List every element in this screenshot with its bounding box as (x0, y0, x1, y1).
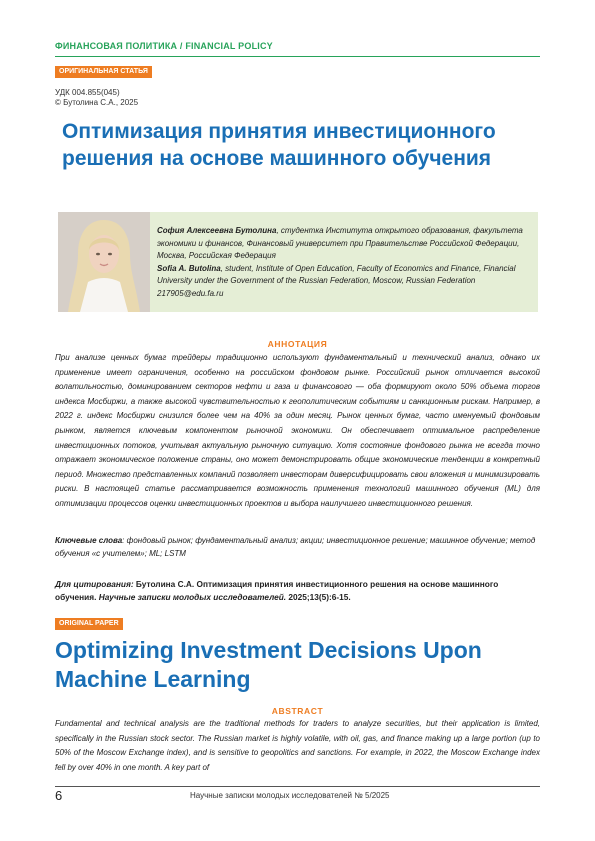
title-en-line-2: Machine Learning (55, 666, 251, 692)
page-title-ru (62, 118, 532, 172)
page-title-en (55, 636, 540, 694)
citation-ref: 2025;13(5):6-15. (286, 592, 351, 602)
author-affiliation-en: , student, Institute of Open Education, Faculty of Economics and Finance, Financial University under the Government of the Russian Federation, Moscow, Russian Federation (157, 263, 516, 286)
article-type-badge-ru: ОРИГИНАЛЬНАЯ СТАТЬЯ (55, 66, 152, 78)
article-type-badge-en: ORIGINAL PAPER (55, 618, 123, 630)
citation (55, 578, 540, 604)
author-name-ru: София Алексеевна Бутолина (157, 226, 277, 235)
annotation-heading: АННОТАЦИЯ (267, 339, 328, 349)
title-ru-line-1: Оптимизация принятия инвестиционного (62, 120, 496, 143)
journal-name: Научные записки молодых исследователей № 5/2025 (190, 791, 390, 800)
citation-text: Бутолина С.А. Оптимизация принятия инвестиционного решения на основе машинного обучения. (55, 579, 499, 602)
citation-journal: Научные записки молодых исследователей. (98, 592, 287, 602)
annotation-text: При анализе ценных бумаг трейдеры традиционно используют фундаментальный и технический анализ, однако их применение имеет ограничения, особенно на российском фондовом рынке. Российский рынок отличается высокой волатильностью, доминированием секторов нефти и газа и финансового — оба формируют около 50% объема торгов индекса Мосбиржи, а также высокой чувствительностью к геополитическим событиям и санкционным рискам. Например, в 2022 г. индекс Мосбиржи снизился более чем на 40% за один месяц. Рынок ценных бумаг, часто именуемый фондовым рынком, является ключевым компонентом рыночной экономики. Он обеспечивает оптимальное распределение инвестиционных потоков, учитывая актуальную рыночную ситуацию. Хотя состояние фондового рынка не всегда точно отражает экономическое положение страны, оно может демонстрировать общие экономические тенденции в конкретный период. Множество представленных компаний позволяет инвесторам диверсифицировать свои вложения и минимизировать риски. В настоящей статье рассматривается возможность применения технологий машинного обучения (ML) для оптимизации процессов оценки инвестиционных проектов и выбора наилучшего инвестиционного решения. (55, 353, 540, 508)
copyright: © Бутолина С.А., 2025 (55, 98, 139, 107)
author-ru (157, 225, 533, 263)
author-photo (58, 212, 150, 312)
author-affiliation-ru: , студентка Института открытого образования, факультета экономики и финансов, Финансовый университет при Правительстве Российской Федерации, Москва, Российская Федерация (157, 226, 523, 261)
keywords (55, 535, 540, 560)
title-ru-line-2: решения на основе машинного обучения (62, 147, 492, 170)
citation-label: Для цитирования: (55, 579, 134, 589)
keywords-list: : фондовый рынок; фундаментальный анализ; акции; инвестиционное решение; машинное обучение; метод обучения «с учителем»; ML; LSTM (55, 536, 536, 558)
author-details (157, 225, 533, 301)
header-divider (55, 56, 540, 57)
abstract-heading: ABSTRACT (271, 706, 324, 716)
author-en (157, 263, 533, 288)
author-portrait-image (58, 212, 150, 312)
section-header: ФИНАНСОВАЯ ПОЛИТИКА / FINANCIAL POLICY (55, 41, 273, 51)
title-en-line-1: Optimizing Investment Decisions Upon (55, 637, 482, 663)
page-number: 6 (55, 788, 63, 803)
footer-divider (55, 786, 540, 787)
author-name-en: Sofia A. Butolina (157, 263, 221, 273)
author-email: 217905@edu.fa.ru (157, 288, 224, 298)
keywords-label: Ключевые слова (55, 536, 123, 545)
udk-code: УДК 004.855(045) (55, 88, 120, 97)
abstract-text: Fundamental and technical analysis are the traditional methods for traders to analyze securities, but their application is limited, specifically in the Russian stock sector. The Russian market is highly volatile, with oil, gas, and finance making up a large portion (up to 50% of the Moscow Exchange index), and is sensitive to geopolitics and sanctions. For example, in 2022, the Moscow Exchange index fell by over 40% in one month. A key part of (55, 719, 540, 772)
